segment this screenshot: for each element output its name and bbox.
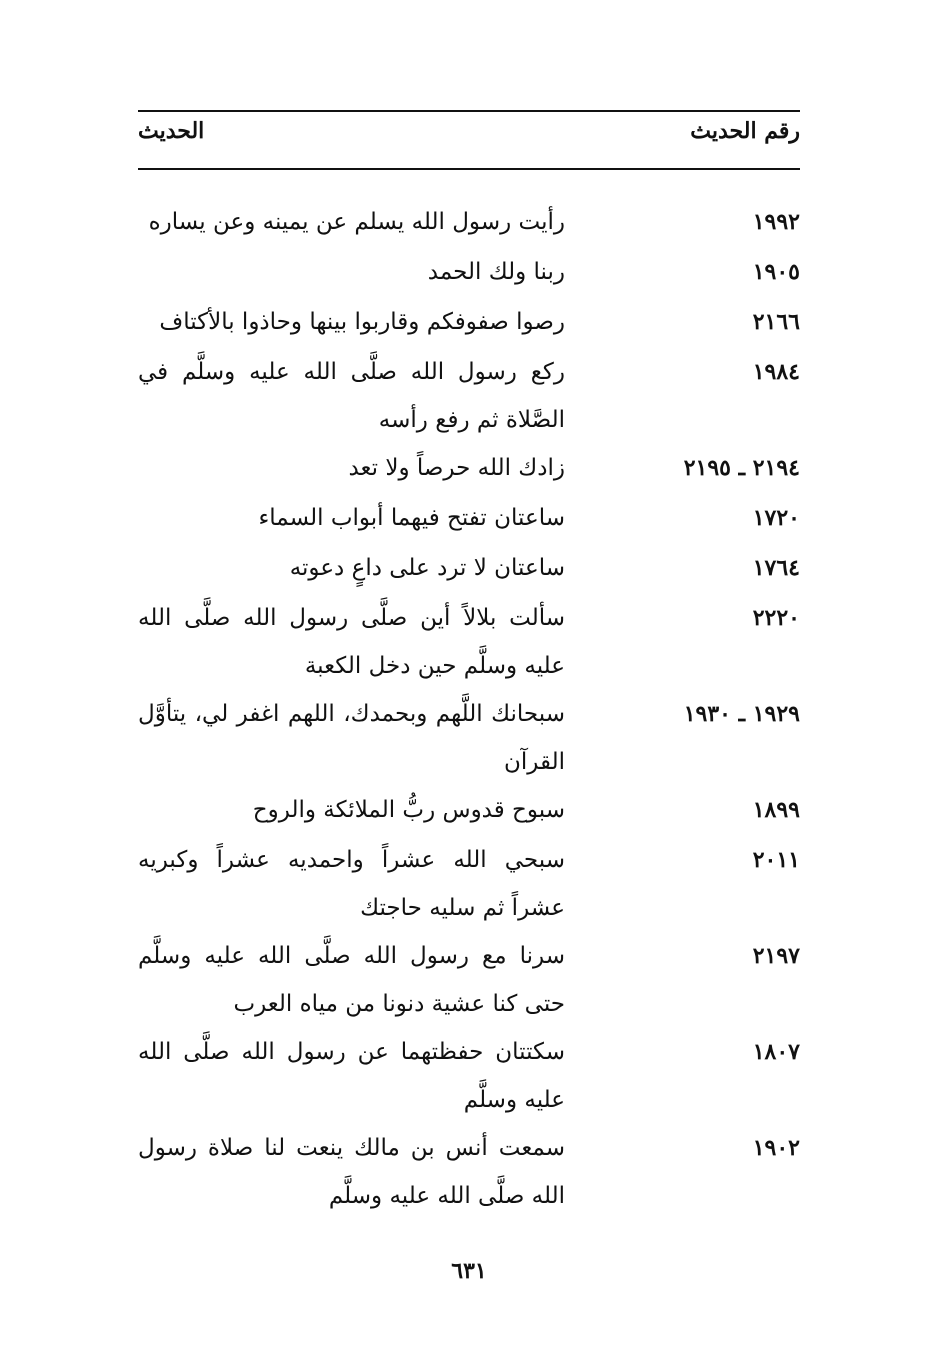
hadith-text: سكتتان حفظتهما عن رسول الله صلَّى الله عليه وسلَّم	[138, 1039, 565, 1113]
hadith-text: سبحانك اللَّهم وبحمدك، اللهم اغفر لي، يتأوَّل القرآن	[138, 701, 565, 775]
list-item	[138, 248, 800, 298]
hadith-text: ربنا ولك الحمد	[427, 259, 565, 285]
hadith-number: ١٩٠٥	[752, 259, 800, 285]
hadith-number: ١٩٩٢	[752, 209, 800, 235]
hadith-number: ١٨٩٩	[752, 797, 800, 823]
hadith-text: سبحي الله عشراً واحمديه عشراً وكبريه عشراً ثم سليه حاجتك	[138, 847, 565, 921]
hadith-text: ساعتان لا ترد على داعٍ دعوته	[289, 555, 565, 581]
list-item	[138, 444, 800, 494]
table-header	[138, 118, 800, 158]
hadith-text: رصوا صفوفكم وقاربوا بينها وحاذوا بالأكتاف	[159, 309, 565, 335]
list-item	[138, 786, 800, 836]
list-item	[138, 932, 800, 1028]
hadith-text: سمعت أنس بن مالك ينعت لنا صلاة رسول الله صلَّى الله عليه وسلَّم	[138, 1135, 565, 1209]
hadith-text: سبوح قدوس ربُّ الملائكة والروح	[252, 797, 565, 823]
hadith-number: ١٩٨٤	[752, 359, 800, 385]
list-item	[138, 544, 800, 594]
list-item	[138, 1028, 800, 1124]
list-item	[138, 198, 800, 248]
hadith-index-list	[138, 198, 800, 1220]
hadith-number: ٢٢٢٠	[752, 605, 800, 631]
number-column-header: رقم الحديث	[690, 118, 800, 144]
hadith-number: ٢١٩٤ ـ ٢١٩٥	[683, 455, 800, 481]
text-column-header: الحديث	[138, 118, 205, 144]
list-item	[138, 348, 800, 444]
list-item	[138, 690, 800, 786]
index-page	[138, 0, 800, 1371]
hadith-text: سألت بلالاً أين صلَّى رسول الله صلَّى الله عليه وسلَّم حين دخل الكعبة	[138, 605, 565, 679]
hadith-text: زادك الله حرصاً ولا تعد	[348, 455, 565, 481]
page-number: ٦٣١	[451, 1258, 487, 1284]
list-item	[138, 298, 800, 348]
list-item	[138, 494, 800, 544]
header-bottom-rule	[138, 168, 800, 170]
hadith-number: ١٩٢٩ ـ ١٩٣٠	[683, 701, 800, 727]
hadith-text: ساعتان تفتح فيهما أبواب السماء	[258, 505, 565, 531]
hadith-number: ١٨٠٧	[752, 1039, 800, 1065]
hadith-number: ٢١٦٦	[752, 309, 800, 335]
hadith-number: ١٩٠٢	[752, 1135, 800, 1161]
hadith-text: سرنا مع رسول الله صلَّى الله عليه وسلَّم حتى كنا عشية دنونا من مياه العرب	[138, 943, 565, 1017]
list-item	[138, 1124, 800, 1220]
hadith-number: ٢١٩٧	[752, 943, 800, 969]
hadith-number: ١٧٢٠	[752, 505, 800, 531]
header-top-rule	[138, 110, 800, 112]
hadith-text: رأيت رسول الله يسلم عن يمينه وعن يساره	[148, 209, 565, 235]
list-item	[138, 836, 800, 932]
hadith-text: ركع رسول الله صلَّى الله عليه وسلَّم في الصَّلاة ثم رفع رأسه	[138, 359, 565, 433]
list-item	[138, 594, 800, 690]
hadith-number: ١٧٦٤	[752, 555, 800, 581]
hadith-number: ٢٠١١	[752, 847, 800, 873]
